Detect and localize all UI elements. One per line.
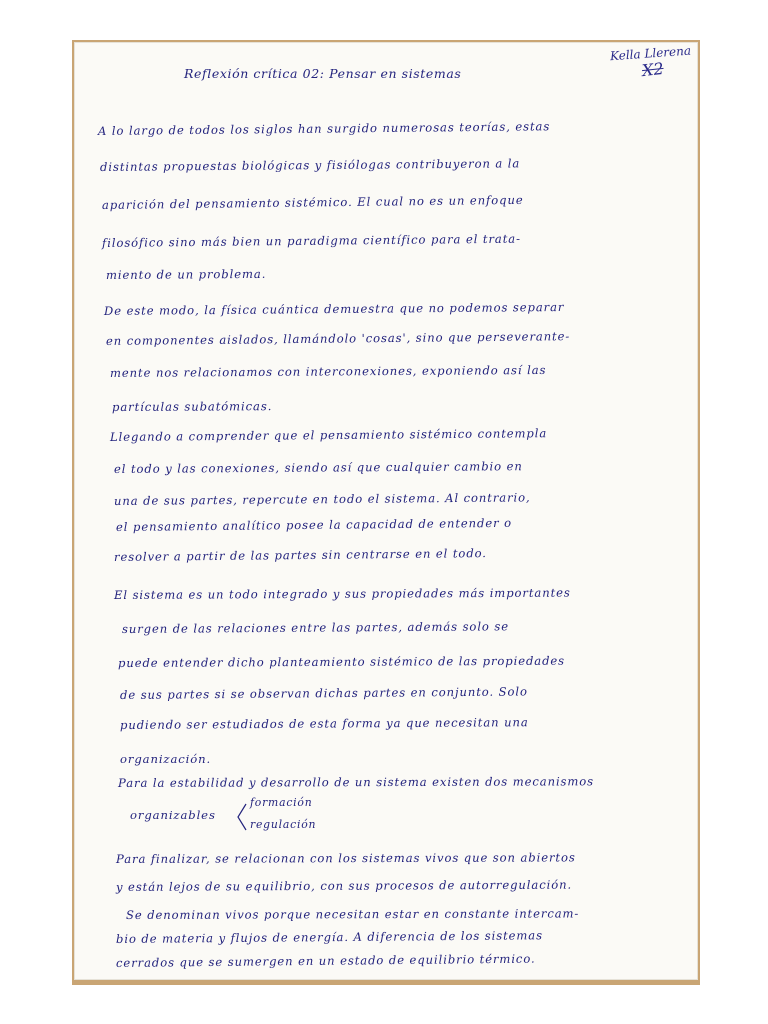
text-line: Para finalizar, se relacionan con los sistemas vivos que son abiertos bbox=[115, 850, 576, 866]
handwritten-page bbox=[74, 42, 698, 980]
mechanisms-brace-list bbox=[130, 794, 430, 838]
text-line: partículas subatómicas. bbox=[111, 399, 273, 414]
mechanism-option: formación bbox=[250, 796, 313, 809]
text-line: filosófico sino más bien un paradigma científico para el trata- bbox=[101, 231, 521, 250]
text-line: miento de un problema. bbox=[105, 266, 267, 282]
brace-icon bbox=[234, 802, 250, 832]
text-line: A lo largo de todos los siglos han surgido numerosas teorías, estas bbox=[97, 119, 551, 138]
text-line: puede entender dicho planteamiento sistémico de las propiedades bbox=[117, 653, 566, 670]
text-line: Se denominan vivos porque necesitan estar en constante intercam- bbox=[125, 906, 580, 922]
text-line: y están lejos de su equilibrio, con sus procesos de autorregulación. bbox=[115, 877, 573, 894]
text-line: Para la estabilidad y desarrollo de un sistema existen dos mecanismos bbox=[117, 774, 595, 790]
grade-mark: X2 bbox=[641, 58, 665, 81]
text-line: Llegando a comprender que el pensamiento sistémico contempla bbox=[109, 426, 548, 444]
page-title: Reflexión crítica 02: Pensar en sistemas bbox=[184, 66, 462, 81]
text-line: de sus partes si se observan dichas partes en conjunto. Solo bbox=[119, 684, 528, 702]
text-line: organización. bbox=[120, 752, 212, 766]
text-line: pudiendo ser estudiados de esta forma ya que necesitan una bbox=[119, 715, 529, 732]
text-line: El sistema es un todo integrado y sus propiedades más importantes bbox=[113, 585, 571, 602]
text-line: De este modo, la física cuántica demuestra que no podemos separar bbox=[103, 299, 565, 318]
text-line: el pensamiento analítico posee la capacidad de entender o bbox=[115, 515, 513, 534]
text-line: surgen de las relaciones entre las partes, además solo se bbox=[121, 619, 510, 636]
text-line: distintas propuestas biológicas y fisiólogas contribuyeron a la bbox=[99, 156, 521, 174]
text-line: resolver a partir de las partes sin centrarse en el todo. bbox=[113, 546, 487, 564]
text-line: en componentes aislados, llamándolo 'cosas', sino que perseverante- bbox=[105, 329, 571, 348]
author-name: Kella Llerena bbox=[609, 43, 692, 64]
text-line: una de sus partes, repercute en todo el sistema. Al contrario, bbox=[113, 490, 531, 508]
mechanism-option: regulación bbox=[250, 818, 317, 831]
text-line: el todo y las conexiones, siendo así que cualquier cambio en bbox=[113, 459, 523, 476]
text-line: cerrados que se sumergen en un estado de equilibrio térmico. bbox=[115, 951, 536, 970]
mechanisms-label: organizables bbox=[130, 808, 216, 822]
text-line: mente nos relacionamos con interconexiones, exponiendo así las bbox=[109, 362, 547, 380]
text-line: aparición del pensamiento sistémico. El cual no es un enfoque bbox=[101, 192, 524, 212]
text-line: bio de materia y flujos de energía. A diferencia de los sistemas bbox=[115, 928, 543, 946]
